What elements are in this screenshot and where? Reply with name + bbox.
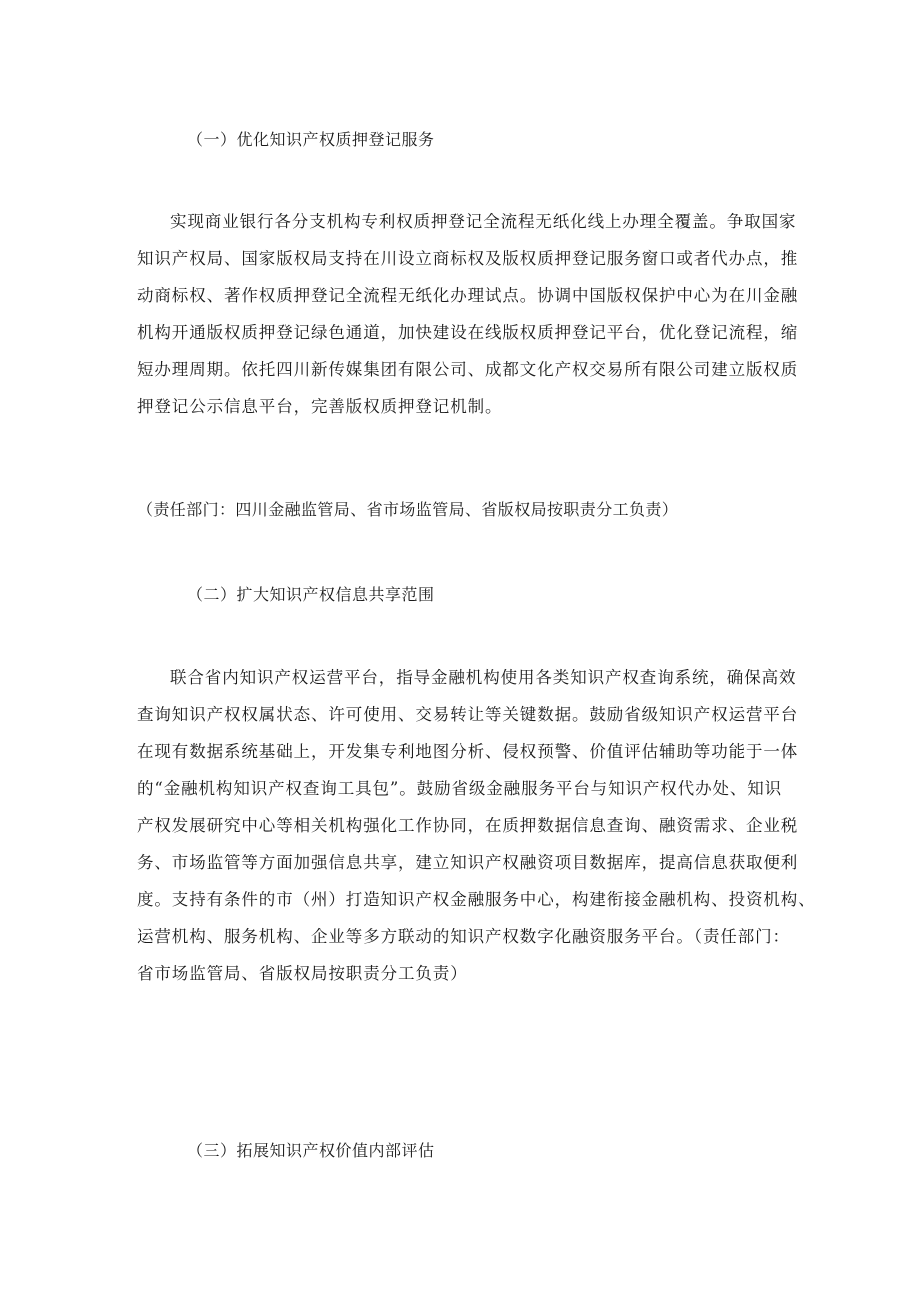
section-3-heading: （三）拓展知识产权价值内部评估 xyxy=(187,1141,435,1160)
section-2-heading: （二）扩大知识产权信息共享范围 xyxy=(187,585,435,604)
paragraph-line: 押登记公示信息平台，完善版权质押登记机制。 xyxy=(137,397,503,416)
paragraph-line: 在现有数据系统基础上，开发集专利地图分析、侵权预警、价值评估辅助等功能于一体 xyxy=(137,742,799,761)
paragraph-line: 机构开通版权质押登记绿色通道，加快建设在线版权质押登记平台，优化登记流程，缩 xyxy=(137,323,799,342)
paragraph-line: 省市场监管局、省版权局按职责分工负责） xyxy=(137,964,468,983)
paragraph-line: 实现商业银行各分支机构专利权质押登记全流程无纸化线上办理全覆盖。争取国家 xyxy=(170,212,797,231)
section-1-responsibility: （责任部门：四川金融监管局、省市场监管局、省版权局按职责分工负责） xyxy=(137,500,679,519)
paragraph-line: 查询知识产权权属状态、许可使用、交易转让等关键数据。鼓励省级知识产权运营平台 xyxy=(137,705,799,724)
paragraph-line: 短办理周期。依托四川新传媒集团有限公司、成都文化产权交易所有限公司建立版权质 xyxy=(137,360,799,379)
paragraph-line: 度。支持有条件的市（州）打造知识产权金融服务中心，构建衔接金融机构、投资机构、 xyxy=(137,890,816,909)
paragraph-line: 务、市场监管等方面加强信息共享，建立知识产权融资项目数据库，提高信息获取便利 xyxy=(137,853,799,872)
section-1-heading: （一）优化知识产权质押登记服务 xyxy=(187,130,435,149)
paragraph-line: 运营机构、服务机构、企业等多方联动的知识产权数字化融资服务平台。（责任部门： xyxy=(137,927,790,946)
paragraph-line: 产权发展研究中心等相关机构强化工作协同，在质押数据信息查询、融资需求、企业税 xyxy=(137,816,799,835)
paragraph-line: 联合省内知识产权运营平台，指导金融机构使用各类知识产权查询系统，确保高效 xyxy=(170,668,797,687)
paragraph-line: 知识产权局、国家版权局支持在川设立商标权及版权质押登记服务窗口或者代办点，推 xyxy=(137,249,799,268)
paragraph-line: 的“金融机构知识产权查询工具包”。鼓励省级金融服务平台与知识产权代办处、知识 xyxy=(137,779,783,798)
section-2-paragraph xyxy=(137,659,816,992)
paragraph-line: 动商标权、著作权质押登记全流程无纸化办理试点。协调中国版权保护中心为在川金融 xyxy=(137,286,799,305)
section-1-paragraph xyxy=(137,203,807,425)
